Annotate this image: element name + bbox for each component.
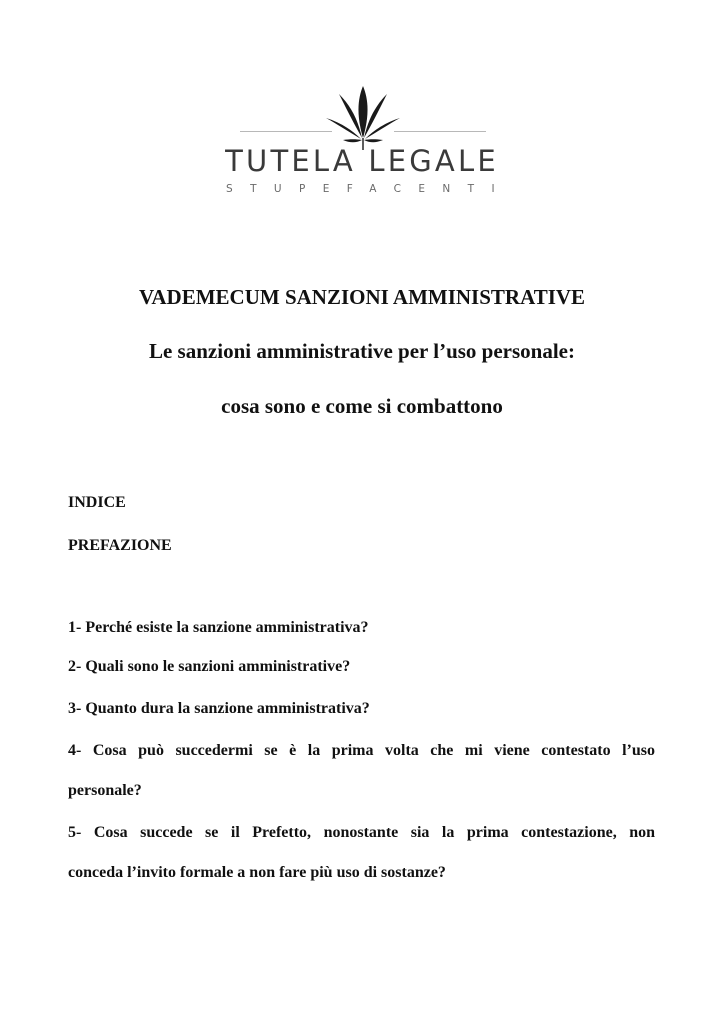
logo-divider-right (394, 131, 486, 132)
index-item-5-line2: conceda l’invito formale a non fare più uso di sostanze? (68, 864, 446, 881)
cannabis-leaf-icon (325, 84, 401, 152)
document-subheading-line2: cosa sono e come si combattono (221, 394, 503, 418)
index-item-3: 3- Quanto dura la sanzione amministrativa? (68, 700, 370, 717)
index-item-5-line1: 5- Cosa succede se il Prefetto, nonostante sia la prima contestazione, non (68, 824, 655, 841)
logo-subtitle: STUPEFACENTI (226, 183, 512, 195)
index-item-4-line1: 4- Cosa può succedermi se è la prima volta che mi viene contestato l’uso (68, 742, 655, 759)
index-item-2: 2- Quali sono le sanzioni amministrative? (68, 658, 351, 675)
index-item-1: 1- Perché esiste la sanzione amministrativa? (68, 619, 369, 636)
document-subheading-line1: Le sanzioni amministrative per l’uso personale: (148, 339, 575, 363)
brand-logo (0, 0, 724, 210)
document-heading: VADEMECUM SANZIONI AMMINISTRATIVE (138, 285, 586, 309)
index-item-4-line2: personale? (68, 782, 142, 799)
index-label: INDICE (68, 494, 126, 511)
logo-divider-left (240, 131, 332, 132)
logo-title: TUTELA LEGALE (225, 144, 499, 178)
preface-label: PREFAZIONE (68, 537, 172, 554)
